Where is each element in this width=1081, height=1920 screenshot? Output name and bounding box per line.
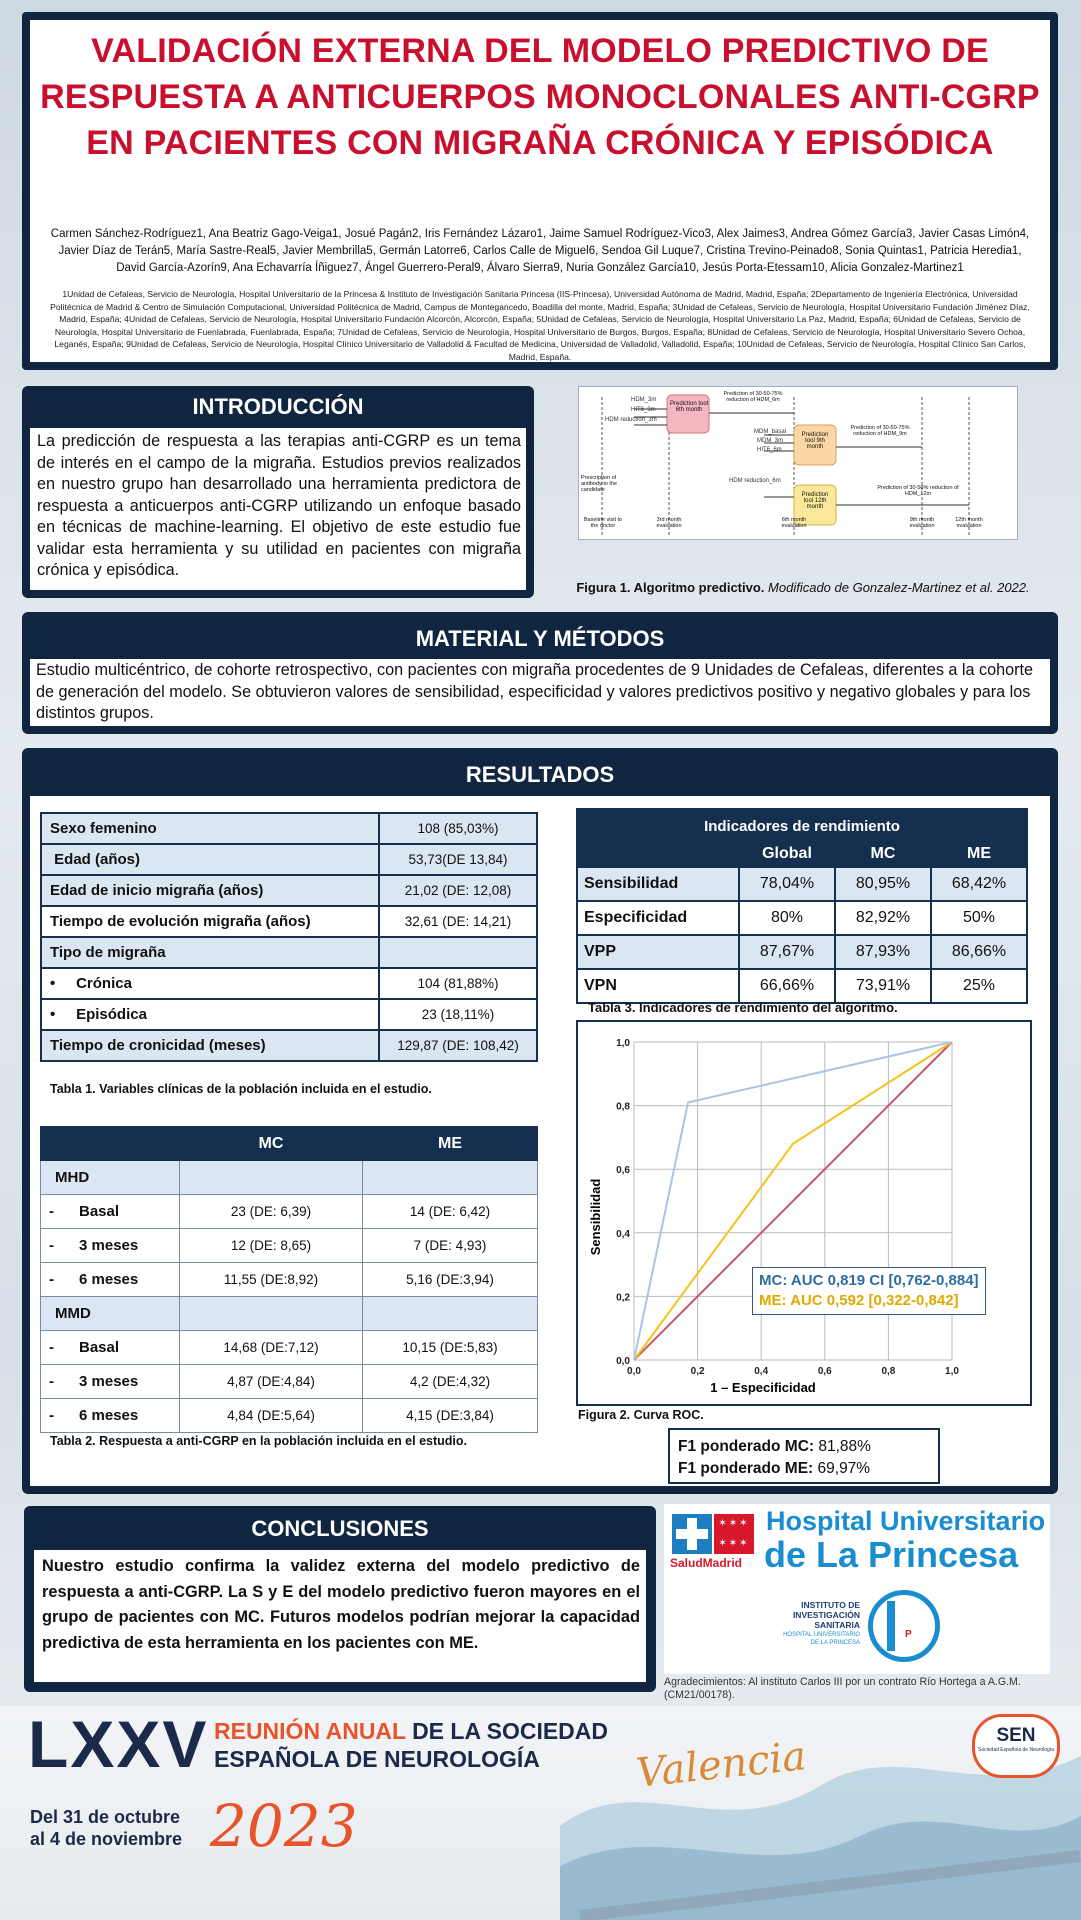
table-row bbox=[41, 1297, 538, 1331]
instituto-sub: HOSPITAL UNIVERSITARIO DE LA PRINCESA bbox=[783, 1632, 860, 1646]
table-row bbox=[41, 813, 537, 844]
table-cell: Sexo femenino bbox=[41, 813, 379, 844]
table-cell: - 3 meses bbox=[41, 1229, 180, 1263]
prescription-label: Prescription of antibody to the candidate bbox=[581, 475, 618, 493]
table-cell bbox=[180, 1297, 363, 1331]
table1-caption: Tabla 1. Variables clínicas de la población incluida en el estudio. bbox=[50, 1082, 432, 1096]
tool-6m-label: Prediction tool 6th month bbox=[669, 401, 709, 413]
table-header: ME bbox=[363, 1127, 538, 1161]
table-header: Global bbox=[739, 842, 835, 867]
input-label: HDM_3m bbox=[631, 397, 657, 403]
footer-event-rest: DE LA SOCIEDAD bbox=[412, 1718, 609, 1744]
x-tick-label: 1,0 bbox=[945, 1366, 959, 1377]
timeline-label: 12th month evaluation bbox=[955, 517, 983, 529]
tool-9m-label: Prediction tool 9th month bbox=[801, 432, 829, 450]
table-cell: 23 (DE: 6,39) bbox=[180, 1195, 363, 1229]
table-header: ME bbox=[931, 842, 1027, 867]
table-cell: - Basal bbox=[41, 1331, 180, 1365]
table-row bbox=[41, 844, 537, 875]
footer-event-line2: ESPAÑOLA DE NEUROLOGÍA bbox=[214, 1746, 540, 1772]
table-cell: 23 (18,11%) bbox=[379, 999, 537, 1030]
conclusions-heading: CONCLUSIONES bbox=[251, 1516, 429, 1541]
roc-chart-frame bbox=[576, 1020, 1032, 1406]
footer-event-orange: REUNIÓN ANUAL bbox=[214, 1718, 406, 1744]
table-row bbox=[577, 901, 1027, 935]
figure1-caption-italic: Modificado de Gonzalez-Martinez et al. 2022. bbox=[768, 580, 1030, 595]
table3-caption: Tabla 3. Indicadores de rendimiento del algoritmo. bbox=[588, 1000, 898, 1015]
roc-xlabel: 1 – Especificidad bbox=[710, 1380, 816, 1395]
table-cell: - 3 meses bbox=[41, 1365, 180, 1399]
table-cell: 7 (DE: 4,93) bbox=[363, 1229, 538, 1263]
y-tick-label: 0,8 bbox=[616, 1101, 630, 1113]
tool-12m-label: Prediction tool 12th month bbox=[801, 492, 829, 510]
table-row bbox=[41, 1365, 538, 1399]
x-tick-label: 0,2 bbox=[690, 1366, 705, 1377]
y-tick-label: 1,0 bbox=[616, 1038, 630, 1049]
table-cell bbox=[379, 937, 537, 968]
madrid-flag-icon: ✶✶✶ ✶✶✶ bbox=[714, 1514, 754, 1554]
input-label: HIT6_3m bbox=[631, 407, 656, 413]
table-cell-text: Crónica bbox=[76, 975, 132, 992]
table-cell: 104 (81,88%) bbox=[379, 968, 537, 999]
timeline-label: 3rd month evaluation bbox=[656, 517, 682, 529]
poster-title: VALIDACIÓN EXTERNA DEL MODELO PREDICTIVO DE RESPUESTA A ANTICUERPOS MONOCLONALES ANTI-CGRP EN PACIENTES CON MIGRAÑA CRÓNICA Y EPISÓDICA bbox=[40, 32, 1040, 162]
roc-chart bbox=[578, 1022, 1030, 1404]
table-cell: 82,92% bbox=[835, 901, 931, 935]
table-row bbox=[41, 1229, 538, 1263]
y-tick-label: 0,0 bbox=[616, 1356, 630, 1367]
x-tick-label: 0,6 bbox=[817, 1366, 832, 1377]
table-cell: 73,91% bbox=[835, 969, 931, 1003]
table-cell: Tipo de migraña bbox=[41, 937, 379, 968]
table-cell: 86,66% bbox=[931, 935, 1027, 969]
table-cell: • Crónica bbox=[41, 968, 379, 999]
salud-cross-icon bbox=[672, 1514, 712, 1554]
table-row bbox=[41, 906, 537, 937]
table-cell: MHD bbox=[41, 1161, 180, 1195]
authors: Carmen Sánchez-Rodríguez1, Ana Beatriz Gago-Veiga1, Josué Pagán2, Iris Fernández Lázaro1, Jaime Samuel Rodríguez-Vico3, Alex Jaimes3, Andrea Gómez García3, Javier Casas Limón4, Javier Díaz de Terán5, María Sastre-Real5, Javier Membrilla5, Germán Latorre6, Carlos Calle de Miguel6, Sendoa Gil Luque7, Cristina Trevino-Peinado8, Sonia Quintas1, Patricia Heredia1, David García-Azorín9, Ana Echavarría Íñiguez7, Ángel Guerrero-Peral9, Álvaro Sierra9, Nuria González García10, Jesús Porta-Etessam10, Alicia Gonzalez-Martinez1 bbox=[50, 228, 1030, 274]
table-cell bbox=[363, 1161, 538, 1195]
iis-logo-icon: P bbox=[868, 1590, 940, 1662]
footer-dates-line1: Del 31 de octubre bbox=[30, 1807, 181, 1827]
table-header bbox=[577, 842, 739, 867]
footer-dates-line2: al 4 de noviembre bbox=[30, 1829, 183, 1849]
table-cell: 78,04% bbox=[739, 867, 835, 901]
table-cell: 11,55 (DE:8,92) bbox=[180, 1263, 363, 1297]
table-cell-text: 3 meses bbox=[79, 1373, 139, 1390]
table2-caption: Tabla 2. Respuesta a anti-CGRP en la población incluida en el estudio. bbox=[50, 1434, 467, 1448]
table-header-row bbox=[577, 842, 1027, 867]
figure1-algorithm bbox=[578, 386, 1018, 540]
table2-response bbox=[40, 1126, 538, 1433]
roc-legend bbox=[752, 1267, 986, 1315]
table-header: MC bbox=[835, 842, 931, 867]
table-title-row bbox=[577, 809, 1027, 842]
f1-box bbox=[668, 1428, 940, 1484]
table-cell-text: Episódica bbox=[76, 1006, 147, 1023]
table-cell: 80,95% bbox=[835, 867, 931, 901]
table-cell: 4,2 (DE:4,32) bbox=[363, 1365, 538, 1399]
table-cell-text: 6 meses bbox=[79, 1271, 139, 1288]
table-cell: - 6 meses bbox=[41, 1263, 180, 1297]
table-cell: 14,68 (DE:7,12) bbox=[180, 1331, 363, 1365]
table-cell: Tiempo de evolución migraña (años) bbox=[41, 906, 379, 937]
f1-me-label: F1 ponderado ME: bbox=[678, 1460, 814, 1477]
table-cell: 4,84 (DE:5,64) bbox=[180, 1399, 363, 1433]
methods-heading: MATERIAL Y MÉTODOS bbox=[415, 626, 665, 651]
table-cell: 5,16 (DE:3,94) bbox=[363, 1263, 538, 1297]
table-row bbox=[41, 1195, 538, 1229]
table-row bbox=[41, 1331, 538, 1365]
input-label: HDM reduction_6m bbox=[729, 478, 781, 484]
x-tick-label: 0,0 bbox=[627, 1366, 641, 1377]
table-cell-text: 6 meses bbox=[79, 1407, 139, 1424]
y-tick-label: 0,6 bbox=[616, 1165, 630, 1177]
table-cell-text: 3 meses bbox=[79, 1237, 139, 1254]
f1-mc bbox=[678, 1436, 930, 1458]
table-cell: 14 (DE: 6,42) bbox=[363, 1195, 538, 1229]
table-cell: • Episódica bbox=[41, 999, 379, 1030]
table-cell: Sensibilidad bbox=[577, 867, 739, 901]
logos-panel bbox=[664, 1504, 1050, 1674]
table-cell: 87,67% bbox=[739, 935, 835, 969]
footer-year: 2023 bbox=[210, 1792, 358, 1860]
table-cell: Edad de inicio migraña (años) bbox=[41, 875, 379, 906]
figure1-diagram bbox=[579, 387, 1017, 539]
table-cell: VPP bbox=[577, 935, 739, 969]
table-cell bbox=[363, 1297, 538, 1331]
hospital-name-line2: de La Princesa bbox=[764, 1534, 1019, 1575]
figure1-caption bbox=[548, 580, 1058, 595]
timeline-label: Baseline visit to the doctor bbox=[583, 517, 623, 529]
input-label: MDM_basal bbox=[754, 429, 787, 435]
salud-madrid-logo: SaludMadrid bbox=[670, 1556, 743, 1570]
table-header bbox=[41, 1127, 180, 1161]
sen-logo-text: SEN bbox=[996, 1725, 1036, 1746]
table-cell: 66,66% bbox=[739, 969, 835, 1003]
table-cell: 4,15 (DE:3,84) bbox=[363, 1399, 538, 1433]
table-row bbox=[577, 935, 1027, 969]
table-cell-text: Edad (años) bbox=[54, 851, 141, 868]
input-label: MDM_3m bbox=[757, 438, 784, 444]
table-row bbox=[577, 867, 1027, 901]
table-cell: 53,73(DE 13,84) bbox=[379, 844, 537, 875]
sen-logo bbox=[972, 1714, 1060, 1778]
table-cell: 129,87 (DE: 108,42) bbox=[379, 1030, 537, 1061]
table-cell: MMD bbox=[41, 1297, 180, 1331]
roc-ylabel: Sensibilidad bbox=[588, 1178, 603, 1256]
sen-logo-sub: Sociedad Española de Neurología bbox=[978, 1747, 1054, 1753]
affiliations: 1Unidad de Cefaleas, Servicio de Neurología, Hospital Universitario de la Princesa & Instituto de Investigación Sanitaria Princesa (IIS-Princesa), Universidad Autónoma de Madrid, Madrid, España; 2Departamento de Ingeniería Electrónica, Universidad Politécnica de Madrid & Centro de Simulación Computacional, Universidad Politécnica de Madrid, Campus de Montegancedo, Boadilla del monte, Madrid, España; 3Unidad de Cefaleas, Servicio de Neurología, Hospital Universitario Fundación Jiménez Díaz, Madrid, España; 4Unidad de Cefaleas, Servicio de Neurología, Hospital Universitario Fundación Alcorcón, Alcorcón, España; 5Unidad de Cefaleas, Servicio de Neurología, Hospital Universitario La Paz, Madrid, España; 6Unidad de Cefaleas, Servicio de Neurología, Hospital Universitario de Fuenlabrada, Fuenlabrada, España; 7Unidad de Cefaleas, Servicio de Neurología, Hospital Universitario de Burgos, Burgos, España; 8Unidad de Cefaleas, Servicio de Neurología, Hospital Universitario Severo Ochoa, Leganés, España; 9Unidad de Cefaleas, Servicio de Neurología, Hospital Clínico Universitario de Valladolid & Facultad de Medicina, Universidad de Valladolid, Valladolid, España; 10Unidad de Cefaleas, Servicio de Neurología, Hospital Clínico San Carlos, Madrid, España. bbox=[50, 289, 1030, 362]
table-row bbox=[41, 937, 537, 968]
x-tick-label: 0,4 bbox=[754, 1366, 769, 1377]
table-cell: 32,61 (DE: 14,21) bbox=[379, 906, 537, 937]
table-cell: Tiempo de cronicidad (meses) bbox=[41, 1030, 379, 1061]
table-cell: 108 (85,03%) bbox=[379, 813, 537, 844]
table-cell: - 6 meses bbox=[41, 1399, 180, 1433]
y-tick-label: 0,2 bbox=[616, 1292, 630, 1304]
footer-city: Valencia bbox=[634, 1733, 809, 1797]
pred-12m-label: Prediction of 30-50% reduction of HDM_12m bbox=[877, 485, 959, 497]
legend-mc: MC: AUC 0,819 CI [0,762-0,884] bbox=[759, 1272, 979, 1289]
table-row bbox=[41, 1030, 537, 1061]
pred-6m-label: Prediction of 30-50-75% reduction of HDM_6m bbox=[723, 391, 783, 403]
table-cell: 4,87 (DE:4,84) bbox=[180, 1365, 363, 1399]
footer-dates bbox=[30, 1806, 182, 1850]
table-row bbox=[577, 969, 1027, 1003]
intro-text: La predicción de respuesta a las terapias anti-CGRP es un tema de interés en el campo de la migraña. Estudios previos realizados en nuestro grupo han desarrollado una herramienta predictora de respuesta a anticuerpos anti-CGRP utilizando un enfoque basado en técnicas de machine-learning. El objetivo de este estudio fue validar esta herramienta y su utilidad en pacientes con migraña crónica y episódica. bbox=[37, 432, 521, 579]
input-label: HIT6_6m bbox=[757, 447, 782, 453]
table-cell: VPN bbox=[577, 969, 739, 1003]
table-row bbox=[41, 1399, 538, 1433]
table-cell: 50% bbox=[931, 901, 1027, 935]
acknowledgements: Agradecimientos: Al instituto Carlos III por un contrato Río Hortega a A.G.M. (CM21/00178). bbox=[664, 1676, 1021, 1701]
table-cell bbox=[180, 1161, 363, 1195]
table-cell: - Basal bbox=[41, 1195, 180, 1229]
table-row bbox=[41, 875, 537, 906]
footer-roman-numeral: LXXV bbox=[28, 1707, 209, 1781]
table-row bbox=[41, 968, 537, 999]
y-tick-label: 0,4 bbox=[616, 1228, 630, 1240]
table-cell: 25% bbox=[931, 969, 1027, 1003]
table-cell-text: Basal bbox=[79, 1203, 120, 1220]
timeline-label: 6th month evaluation bbox=[781, 517, 807, 529]
table-title: Indicadores de rendimiento bbox=[577, 809, 1027, 842]
instituto-name: INSTITUTO DE INVESTIGACIÓN SANITARIA bbox=[792, 1600, 860, 1630]
table-cell: 21,02 (DE: 12,08) bbox=[379, 875, 537, 906]
table1-clinical bbox=[40, 812, 538, 1062]
legend-me: ME: AUC 0,592 [0,322-0,842] bbox=[759, 1292, 959, 1309]
f1-me-value: 69,97% bbox=[817, 1460, 871, 1477]
conclusions-text: Nuestro estudio confirma la validez externa del modelo predictivo de respuesta a anti-CGRP. La S y E del modelo predictivo fueron mayores en el grupo de pacientes con MC. Futuros modelos podrían mejorar la capacidad predictiva de esta herramienta en los pacientes con ME. bbox=[42, 1557, 640, 1652]
table-cell bbox=[41, 844, 379, 875]
results-heading: RESULTADOS bbox=[465, 762, 615, 787]
table-cell: 80% bbox=[739, 901, 835, 935]
table-cell: Especificidad bbox=[577, 901, 739, 935]
figure1-caption-bold: Figura 1. Algoritmo predictivo. bbox=[576, 580, 765, 595]
x-tick-label: 0,8 bbox=[881, 1366, 896, 1377]
table-cell: 12 (DE: 8,65) bbox=[180, 1229, 363, 1263]
intro-heading: INTRODUCCIÓN bbox=[192, 394, 364, 419]
timeline-label: 9th month evaluation bbox=[909, 517, 935, 529]
footer-event-line1 bbox=[214, 1718, 608, 1745]
table-cell: 87,93% bbox=[835, 935, 931, 969]
table-cell-text: Basal bbox=[79, 1339, 120, 1356]
pred-9m-label: Prediction of 30-50-75% reduction of HDM_9m bbox=[850, 425, 910, 437]
table-cell: 10,15 (DE:5,83) bbox=[363, 1331, 538, 1365]
input-label: HDM reduction_3m bbox=[605, 417, 657, 423]
f1-mc-label: F1 ponderado MC: bbox=[678, 1438, 815, 1455]
table-header: MC bbox=[180, 1127, 363, 1161]
table-row bbox=[41, 1161, 538, 1195]
f1-me bbox=[678, 1458, 930, 1480]
methods-text: Estudio multicéntrico, de cohorte retrospectivo, con pacientes con migraña procedentes de 9 Unidades de Cefaleas, diferentes a la cohorte de generación del modelo. Se obtuvieron valores de sensibilidad, especificidad y valores predictivos positivo y negativo globales y para los distintos grupos. bbox=[36, 661, 1034, 722]
table-row bbox=[41, 999, 537, 1030]
table-row bbox=[41, 1263, 538, 1297]
table-header-row bbox=[41, 1127, 538, 1161]
figure2-caption: Figura 2. Curva ROC. bbox=[578, 1408, 704, 1422]
table-cell: 68,42% bbox=[931, 867, 1027, 901]
hospital-name-line1: Hospital Universitario bbox=[766, 1506, 1046, 1536]
table3-performance bbox=[576, 808, 1028, 1004]
f1-mc-value: 81,88% bbox=[818, 1438, 871, 1455]
